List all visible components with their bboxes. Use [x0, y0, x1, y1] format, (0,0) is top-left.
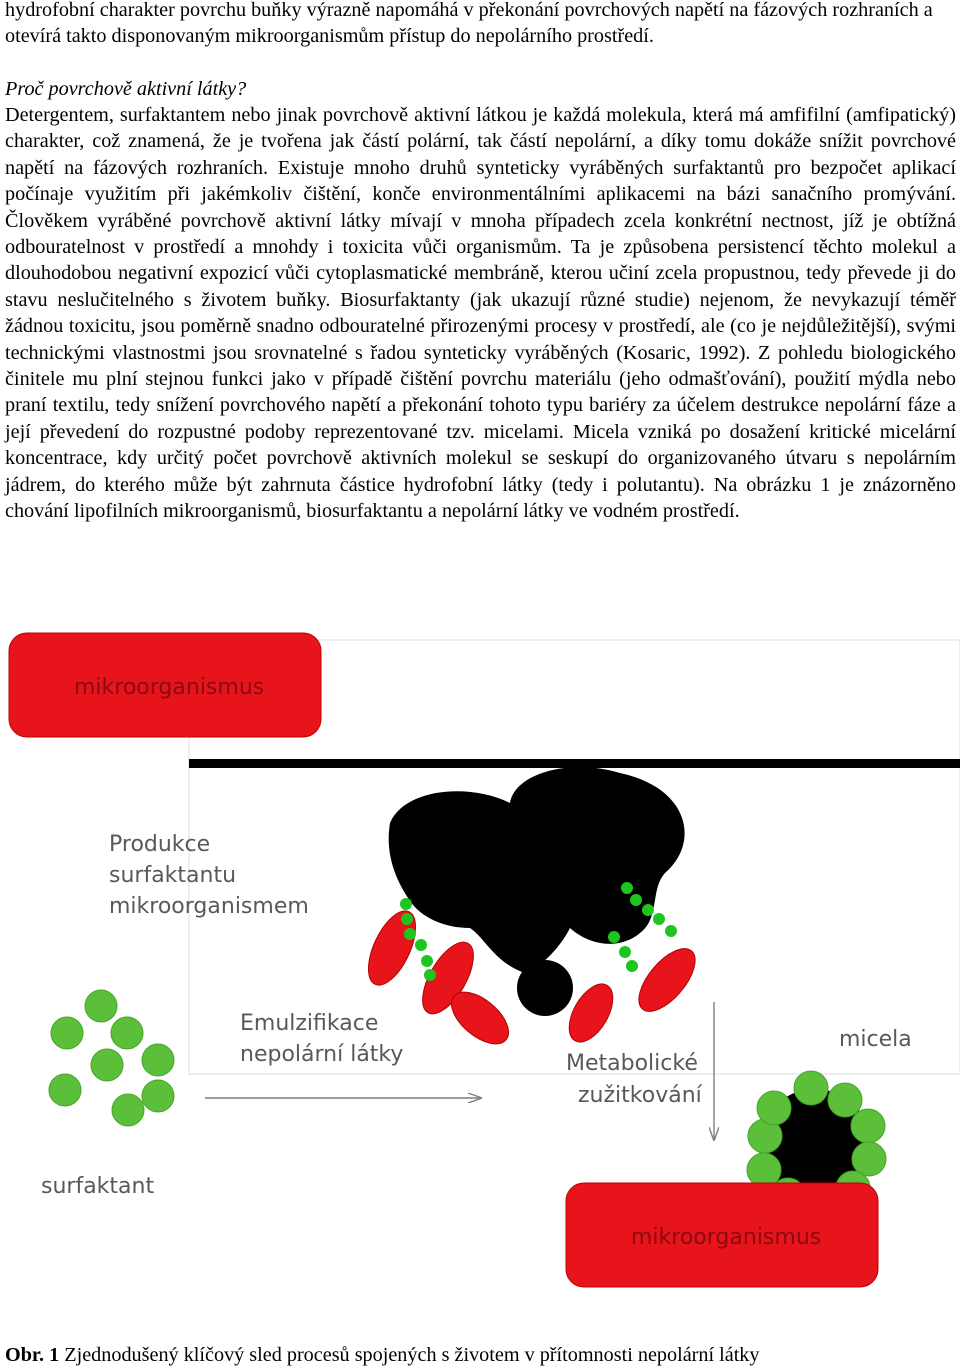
label-micelle: micela — [839, 1027, 912, 1052]
label-microorganism-top: mikroorganismus — [74, 675, 265, 700]
paragraph-intro: hydrofobní charakter povrchu buňky výrazně napomáhá v překonání povrchových napětí na fázových rozhraních a otevírá takto disponovaným mikroorganismům přístup do nepolárního prostředí. — [5, 0, 933, 48]
paragraph-main: Detergentem, surfaktantem nebo jinak povrchově aktivní látkou je každá molekula, která má amfifilní (amfipatický) charakter, což znamená, že je tvořena jak částí polární, tak částí nepolární, a díky tomu dokáže snížit povrchové napětí na fázových rozhraních. Existuje mnoho druhů synteticky vyráběných surfaktantů pro bezpočet aplikací počínaje využitím při jakémkoliv čištění, konče environmentálními aplikacemi na bázi sanačního promývání. Člověkem vyráběné povrchově aktivní látky mívají v mnoha případech zcela konkrétní nectnost, jíž je obtížná odbouratelnost v prostředí a mnohdy i toxicita vůči organismům. Ta je způsobena persistencí těchto molekul a dlouhodobou negativní expozicí vůči cytoplasmatické membráně, kterou učiní zcela propustnou, tedy převede ji do stavu neslučitelného s životem buňky. Biosurfaktanty (jak ukazují různé studie) nejenom, že nevykazují téměř žádnou toxicitu, jsou poměrně snadno odbouratelné přirozenými procesy v prostředí, ale (co je nejdůležitější), svými technickými vlastnostmi jsou srovnatelné s řadou synteticky vyráběných (Kosaric, 1992). Z pohledu biologického činitele mu plní stejnou funkci jako v případě čištění povrchu materiálu (jeho odmašťování), použití mýdla nebo praní textilu, tedy snížení povrchového napětí a překonání tohoto typu bariéry za účelem destrukce nepolární fáze a její převedení do rozpustné podoby reprezentované tzv. micelami. Micela vzniká po dosažení kritické micelární koncentrace, kdy určitý počet povrchově aktivních molekul se seskupí do organizovaného útvaru s nepolárním jádrem, do kterého může být zahrnuta částice hydrofobní látky (tedy i polutantu). Na obrázku 1 je znázorněno chování lipofilních mikroorganismů, biosurfaktantu a nepolární látky ve vodném prostředí. — [5, 104, 956, 523]
figure-caption — [5, 1341, 760, 1369]
label-microorganism-bottom: mikroorganismus — [631, 1225, 822, 1250]
free-surfactant-molecules — [49, 990, 174, 1126]
caption-prefix: Obr. 1 — [5, 1344, 60, 1366]
label-metabolic-2: zužitkování — [578, 1083, 702, 1108]
surface-line — [189, 759, 960, 768]
label-production-3: mikroorganismem — [109, 894, 309, 919]
label-production-2: surfaktantu — [109, 863, 237, 888]
label-emulsification-1: Emulzifikace — [240, 1011, 379, 1036]
section-heading: Proč povrchově aktivní látky? — [5, 78, 247, 100]
figure-diagram — [0, 628, 960, 1328]
label-emulsification-2: nepolární látky — [240, 1042, 404, 1067]
label-production-1: Produkce — [109, 832, 211, 857]
label-metabolic-1: Metabolické — [566, 1051, 698, 1076]
caption-text: Zjednodušený klíčový sled procesů spojených s životem v přítomnosti nepolární látky — [64, 1344, 760, 1366]
label-surfactant: surfaktant — [41, 1174, 155, 1199]
